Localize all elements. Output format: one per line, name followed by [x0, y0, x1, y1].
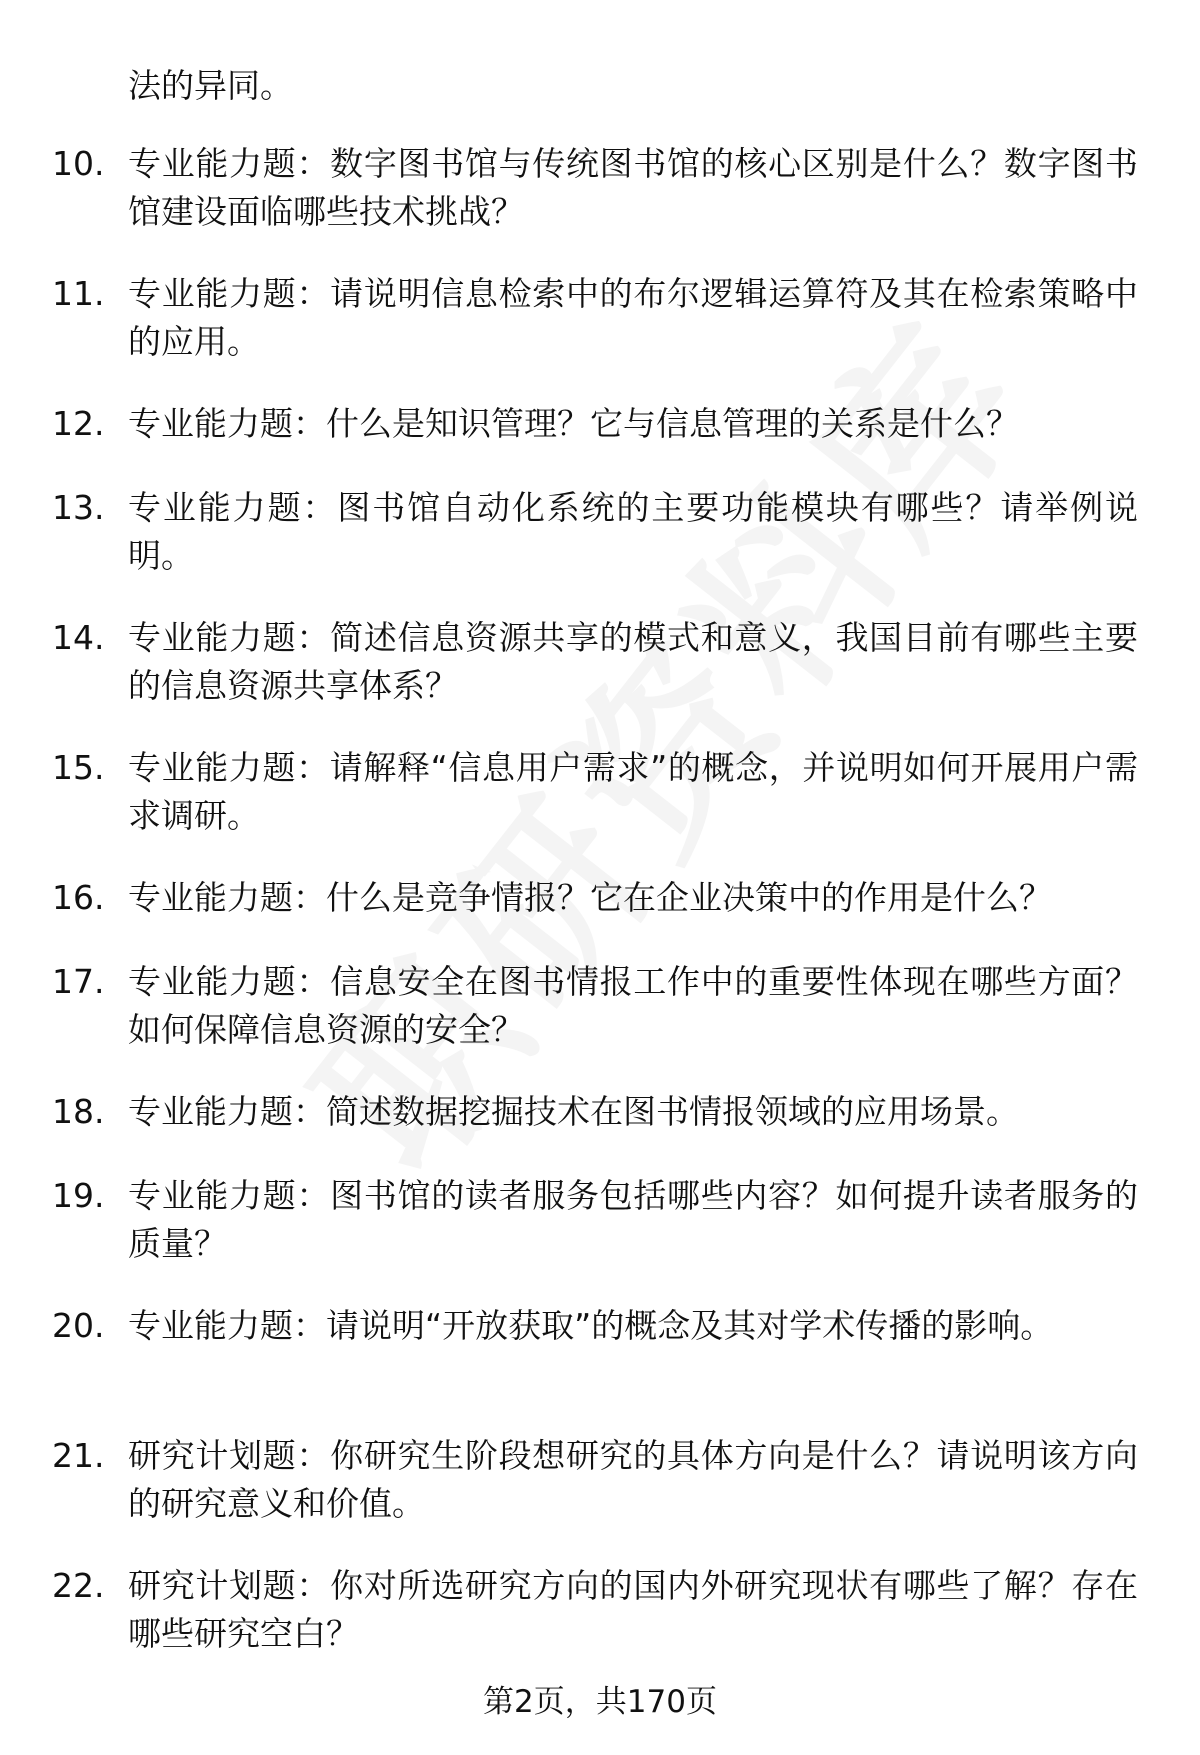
question-number: 15. — [52, 748, 105, 787]
question-number: 19. — [52, 1176, 105, 1215]
question-text: 专业能力题：什么是知识管理？它与信息管理的关系是什么？ — [128, 404, 1019, 443]
question-text: 专业能力题：什么是竞争情报？它在企业决策中的作用是什么？ — [128, 878, 1052, 917]
question-number: 13. — [52, 488, 105, 527]
question-number: 10. — [52, 144, 105, 183]
question-number: 21. — [52, 1436, 105, 1475]
question-number: 18. — [52, 1092, 105, 1131]
question-number: 22. — [52, 1566, 105, 1605]
question-text: 专业能力题：数字图书馆与传统图书馆的核心区别是什么？数字图书馆建设面临哪些技术挑战？ — [128, 144, 1138, 231]
question-text: 专业能力题：信息安全在图书情报工作中的重要性体现在哪些方面？如何保障信息资源的安全？ — [128, 962, 1138, 1049]
question-number: 12. — [52, 404, 105, 443]
question-text: 专业能力题：图书馆自动化系统的主要功能模块有哪些？请举例说明。 — [128, 488, 1138, 575]
question-text: 专业能力题：简述信息资源共享的模式和意义，我国目前有哪些主要的信息资源共享体系？ — [128, 618, 1138, 705]
question-number: 14. — [52, 618, 105, 657]
page-footer: 第2页，共170页 — [483, 1684, 717, 1720]
question-text: 专业能力题：图书馆的读者服务包括哪些内容？如何提升读者服务的质量？ — [128, 1176, 1138, 1263]
question-text: 专业能力题：请说明“开放获取”的概念及其对学术传播的影响。 — [128, 1306, 1054, 1345]
question-text: 专业能力题：请说明信息检索中的布尔逻辑运算符及其在检索策略中的应用。 — [128, 274, 1138, 361]
question-number: 17. — [52, 962, 105, 1001]
continuation-text: 法的异同。 — [128, 66, 293, 105]
question-number: 11. — [52, 274, 105, 313]
question-text: 研究计划题：你对所选研究方向的国内外研究现状有哪些了解？存在哪些研究空白？ — [128, 1566, 1138, 1653]
question-number: 16. — [52, 878, 105, 917]
question-number: 20. — [52, 1306, 105, 1345]
question-text: 专业能力题：简述数据挖掘技术在图书情报领域的应用场景。 — [128, 1092, 1019, 1131]
question-text: 研究计划题：你研究生阶段想研究的具体方向是什么？请说明该方向的研究意义和价值。 — [128, 1436, 1138, 1523]
question-text: 专业能力题：请解释“信息用户需求”的概念，并说明如何开展用户需求调研。 — [128, 748, 1138, 835]
